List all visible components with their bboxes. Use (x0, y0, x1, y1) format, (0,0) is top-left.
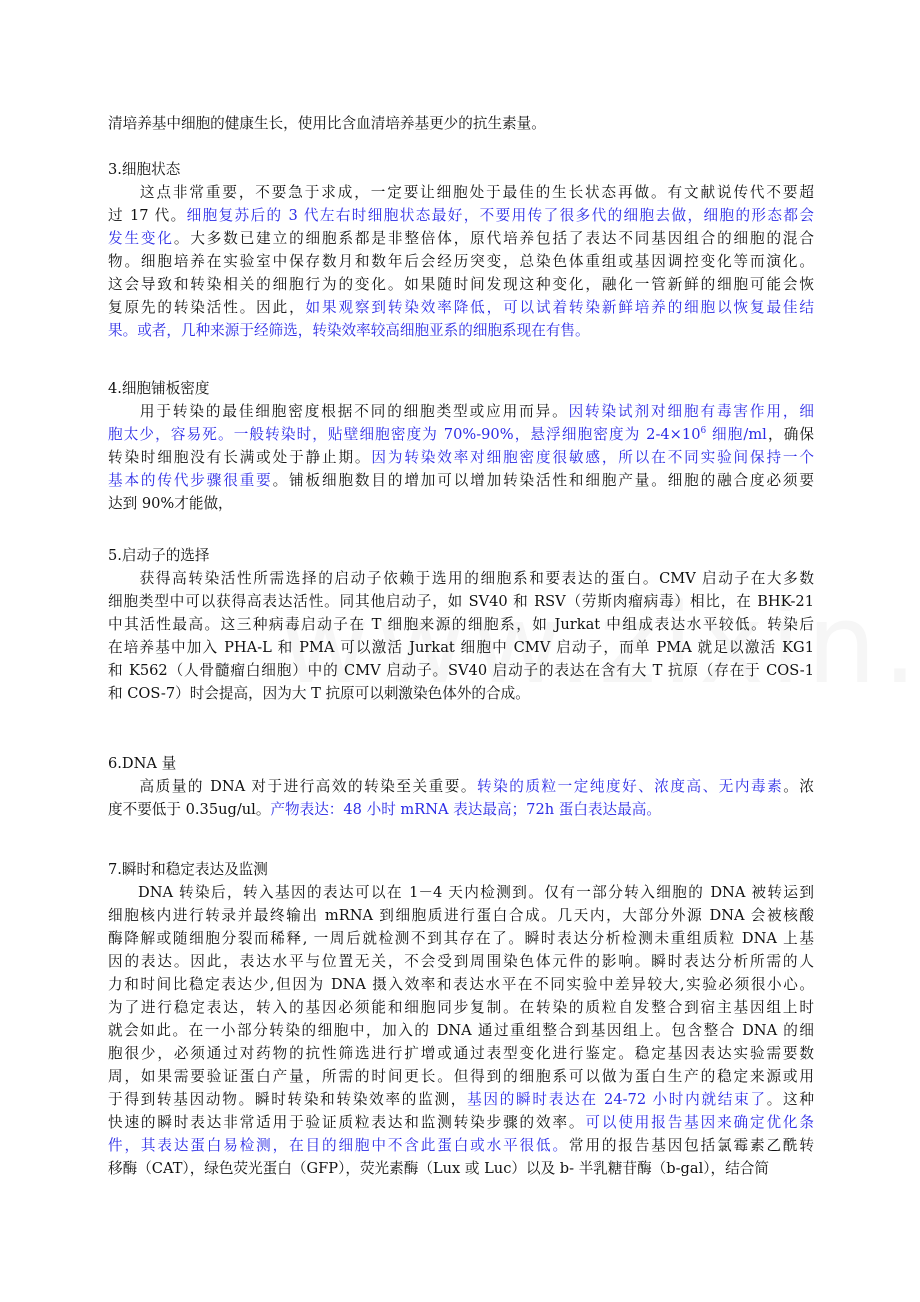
text-run: 。这种 (766, 1091, 814, 1108)
paragraph-line (108, 296, 814, 319)
text-run: 中其活性最高。这三种病毒启动子在 T 细胞来源的细胞系，如 Jurkat 中组成表达水平较低。转染后 (108, 616, 814, 633)
text-run: 高质量的 DNA 对于进行高效的转染至关重要。 (138, 778, 477, 795)
paragraph-line (108, 1042, 814, 1065)
paragraph-line (108, 567, 814, 590)
paragraph-line (108, 227, 814, 250)
text-run: 移酶（CAT），绿色荧光蛋白（GFP），荧光素酶（Lux 或 Luc）以及 b- 半乳糖苷酶（b-gal），结合简 (108, 1160, 769, 1177)
paragraph-line (108, 927, 814, 950)
highlighted-text: 细胞/ml (706, 426, 767, 443)
text-run: 和 K562（人骨髓瘤白细胞）中的 CMV 启动子。SV40 启动子的表达在含有大 T 抗原（存在于 COS-1 (108, 662, 814, 679)
section-heading: 7.瞬时和稳定表达及监测 (108, 861, 268, 878)
intro-tail-line: 清培养基中细胞的健康生长，使用比含血清培养基更少的抗生素量。 (108, 115, 546, 132)
text-run: 过 17 代。 (108, 207, 187, 224)
paragraph-line (108, 492, 814, 515)
highlighted-text: 果。或者，几种来源于经筛选，转染效率较高细胞亚系的细胞系现在有售。 (108, 322, 590, 339)
highlighted-text: 6 (700, 426, 707, 437)
paragraph-line (108, 798, 814, 821)
text-run: 。大多数已建立的细胞系都是非整倍体，原代培养包括了表达不同基因组合的细胞的混合 (173, 230, 814, 247)
paragraph-line (108, 1088, 814, 1111)
highlighted-text: 基因的瞬时表达在 24-72 小时内就结束了 (467, 1091, 767, 1108)
text-run: 用于转染的最佳细胞密度根据不同的细胞类型或应用而异。 (138, 403, 569, 420)
paragraph-line (108, 319, 814, 342)
highlighted-text: 胞太少，容易死。一般转染时，贴壁细胞密度为 70%-90%，悬浮细胞密度为 2-4×10 (108, 426, 701, 443)
highlighted-text: 发生变化 (108, 230, 174, 247)
text-run: 周，如果需要验证蛋白产量，所需的时间更长。但得到的细胞系可以做为蛋白生产的稳定来源或用 (108, 1068, 814, 1085)
text-run: 和 COS-7）时会提高，因为大 T 抗原可以刺激染色体外的合成。 (108, 685, 530, 702)
text-run: 获得高转染活性所需选择的启动子依赖于选用的细胞系和要表达的蛋白。CMV 启动子在大多数 (138, 570, 814, 587)
section-heading: 5.启动子的选择 (108, 547, 210, 564)
paragraph-line (108, 613, 814, 636)
text-run: 胞很少，必须通过对药物的抗性筛选进行扩增或通过表型变化进行鉴定。稳定基因表达实验需要数 (108, 1045, 814, 1062)
highlighted-text: 产物表达：48 小时 mRNA 表达最高；72h 蛋白表达最高。 (270, 801, 661, 818)
text-run: 为了进行稳定表达，转入的基因必须能和细胞同步复制。在转染的质粒自发整合到宿主基因组上时 (108, 999, 814, 1016)
text-run: 物。细胞培养在实验室中保存数月和数年后会经历突变，总染色体重组或基因调控变化等而演化。 (108, 253, 814, 270)
paragraph-line (108, 181, 814, 204)
paragraph-line (108, 400, 814, 423)
highlighted-text: 件，其表达蛋白易检测，在目的细胞中不含此蛋白或水平很低。 (108, 1137, 569, 1154)
paragraph-line (108, 204, 814, 227)
text-run: 就会如此。在一小部分转染的细胞中，加入的 DNA 通过重组整合到基因组上。包含整合 DNA 的细 (108, 1022, 814, 1039)
paragraph-line (108, 881, 814, 904)
highlighted-text: 基本的传代步骤很重要 (108, 472, 273, 489)
paragraph-line (108, 423, 814, 446)
highlighted-text: 因转染试剂对细胞有毒害作用，细 (568, 403, 814, 420)
highlighted-text: 如果观察到转染效率降低，可以试着转染新鲜培养的细胞以恢复最佳结 (305, 299, 814, 316)
paragraph-line (108, 1111, 814, 1134)
text-run: DNA 转染后，转入基因的表达可以在 1－4 天内检测到。仅有一部分转入细胞的 DNA 被转运到 (138, 884, 814, 901)
highlighted-text: 可以使用报告基因来确定优化条 (585, 1114, 814, 1131)
section-heading: 4.细胞铺板密度 (108, 380, 210, 397)
paragraph-line (108, 636, 814, 659)
paragraph-line (108, 446, 814, 469)
paragraph-line (108, 1134, 814, 1157)
text-run: 因的表达。因此，表达水平与位置无关，不会受到周围染色体元件的影响。瞬时表达分析所需的人 (108, 953, 814, 970)
text-run: 。铺板细胞数目的增加可以增加转染活性和细胞产量。细胞的融合度必须要 (272, 472, 814, 489)
text-run: 细胞核内进行转录并最终输出 mRNA 到细胞质进行蛋白合成。几天内，大部分外源 DNA 会被核酸 (108, 907, 814, 924)
text-run: 酶降解或随细胞分裂而稀释, 一周后就检测不到其存在了。瞬时表达分析检测未重组质粒 DNA 上基 (108, 930, 814, 947)
paragraph-line (108, 590, 814, 613)
text-run: 度不要低于 0.35ug/ul。 (108, 801, 271, 818)
paragraph-line (108, 273, 814, 296)
section-heading: 3.细胞状态 (108, 161, 181, 178)
text-run: 达到 90%才能做， (108, 495, 233, 512)
paragraph-line (108, 1019, 814, 1042)
text-run: 。浓 (783, 778, 814, 795)
text-run: 转染时细胞没有长满或处于静止期。 (108, 449, 372, 466)
highlighted-text: 细胞复苏后的 3 代左右时细胞状态最好，不要用传了很多代的细胞去做，细胞的形态都会 (186, 207, 814, 224)
paragraph-line (108, 250, 814, 273)
paragraph-line (108, 775, 814, 798)
text-run: 复原先的转染活性。因此， (108, 299, 306, 316)
section-heading: 6.DNA 量 (108, 755, 177, 772)
text-run: 细胞类型中可以获得高表达活性。同其他启动子，如 SV40 和 RSV（劳斯肉瘤病毒）相比，在 BHK-21 (108, 593, 814, 610)
text-run: 力和时间比稳定表达少,但因为 DNA 摄入效率和表达水平在不同实验中差异较大,实验必须很小心。 (108, 976, 814, 993)
text-run: 这点非常重要，不要急于求成，一定要让细胞处于最佳的生长状态再做。有文献说传代不要超 (138, 184, 814, 201)
highlighted-text: 转染的质粒一定纯度好、浓度高、无内毒素 (477, 778, 784, 795)
text-run: 这会导致和转染相关的细胞行为的变化。如果随时间发现这种变化，融化一管新鲜的细胞可能会恢 (108, 276, 814, 293)
paragraph-line (108, 973, 814, 996)
paragraph-line (108, 682, 814, 705)
text-run: ，确保 (766, 426, 815, 443)
text-run: 快速的瞬时表达非常适用于验证质粒表达和监测转染步骤的效率。 (108, 1114, 586, 1131)
text-run: 于得到转基因动物。瞬时转染和转染效率的监测， (108, 1091, 468, 1108)
text-run: 常用的报告基因包括氯霉素乙酰转 (568, 1137, 814, 1154)
paragraph-line (108, 1065, 814, 1088)
paragraph-line (108, 996, 814, 1019)
paragraph-line (108, 469, 814, 492)
paragraph-line (108, 950, 814, 973)
paragraph-line (108, 659, 814, 682)
paragraph-line (108, 1157, 814, 1180)
paragraph-line (108, 904, 814, 927)
text-run: 在培养基中加入 PHA-L 和 PMA 可以激活 Jurkat 细胞中 CMV 启动子，而单 PMA 就足以激活 KG1 (108, 639, 814, 656)
highlighted-text: 因为转染效率对细胞密度很敏感，所以在不同实验间保持一个 (371, 449, 814, 466)
